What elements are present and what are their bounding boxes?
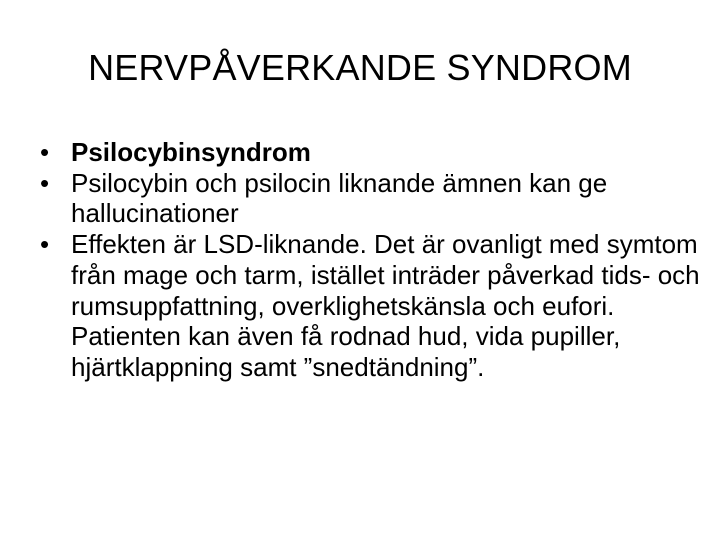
bullet-icon: • <box>40 229 50 260</box>
bullet-item <box>40 137 700 168</box>
bullet-icon: • <box>40 167 50 198</box>
slide-title: NERVPÅVERKANDE SYNDROM <box>88 47 632 88</box>
bullet-text: Effekten är LSD-liknande. Det är ovanligt med symtom från mage och tarm, istället inträder påverkad tids- och rumsuppfattning, overklighetskänsla och eufori. Patienten kan även få rodnad hud, vida pupiller, hjärtklappning samt ”snedtändning”. <box>71 229 700 382</box>
bullet-item <box>40 229 700 383</box>
bullet-icon: • <box>40 137 50 167</box>
bullet-item <box>40 168 700 229</box>
bullet-text: Psilocybin och psilocin liknande ämnen kan ge hallucinationer <box>71 167 608 229</box>
bullet-list <box>40 137 700 383</box>
bullet-text: Psilocybinsyndrom <box>71 137 311 167</box>
